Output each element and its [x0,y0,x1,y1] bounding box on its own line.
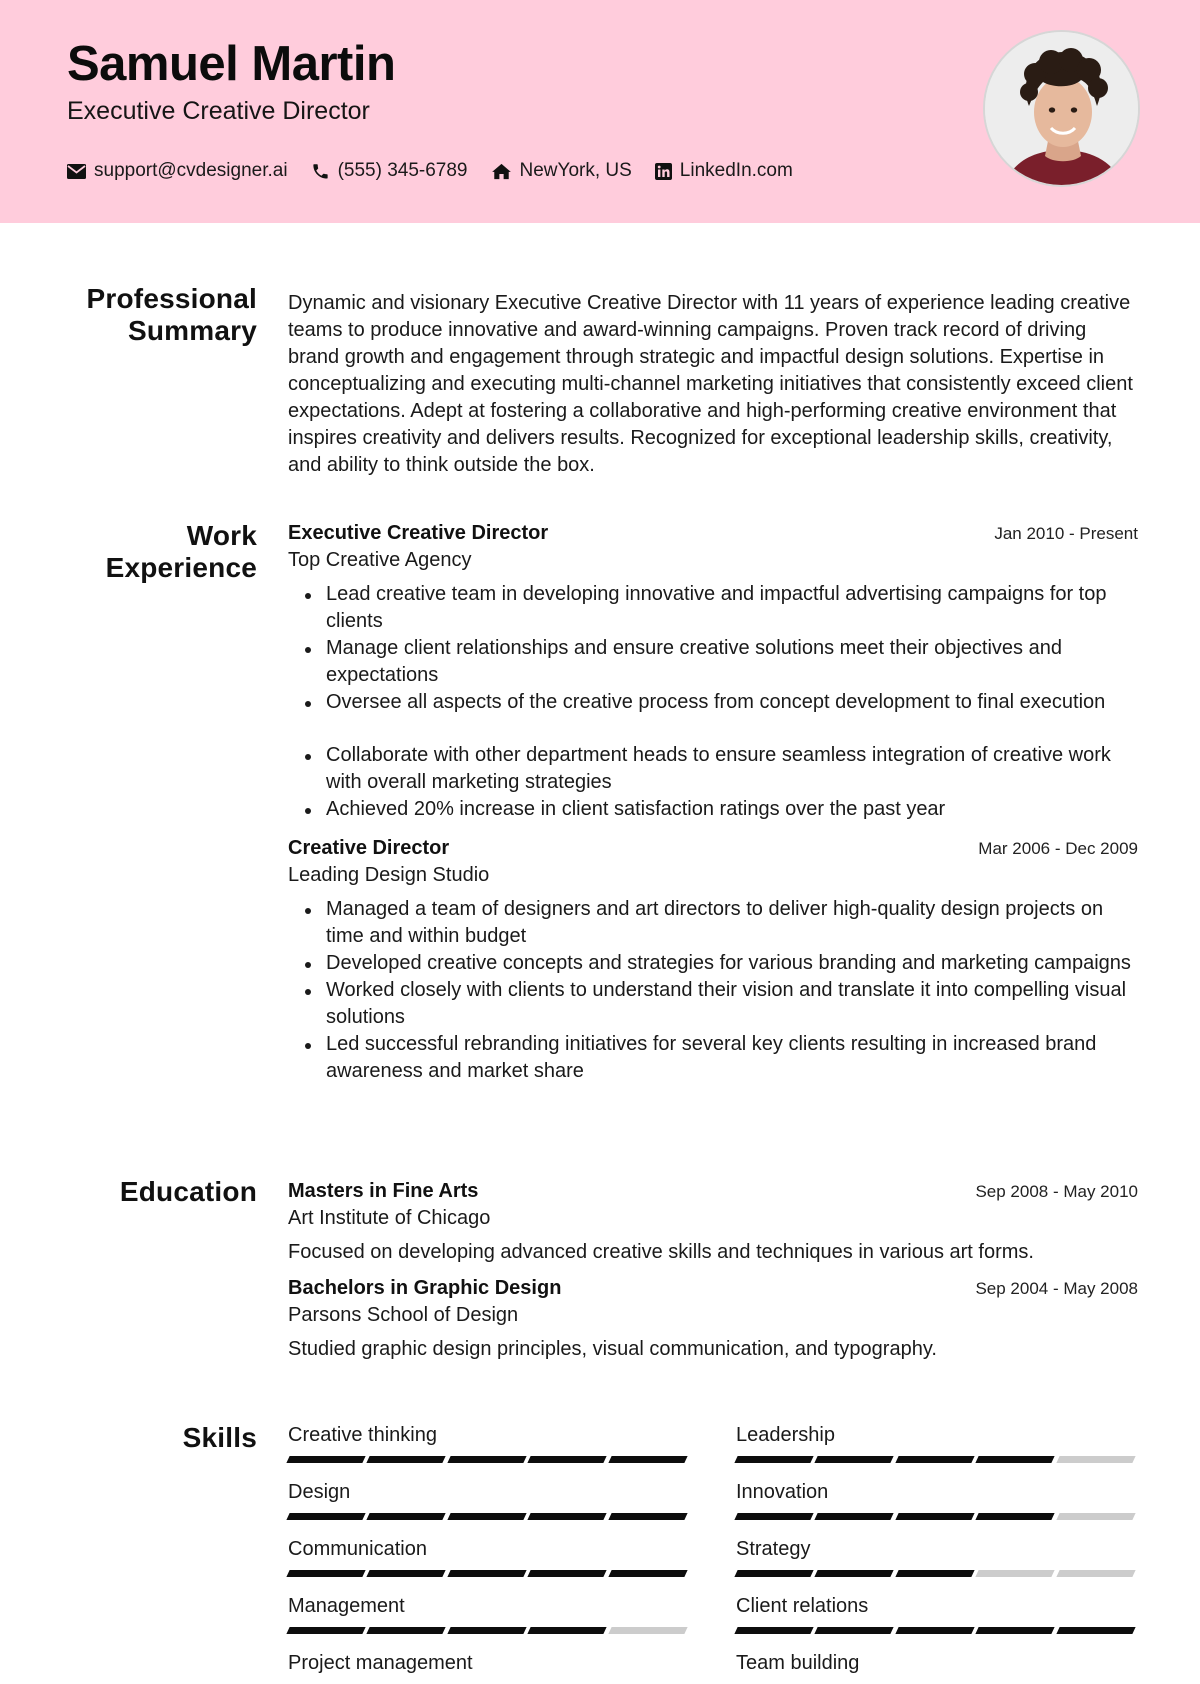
skill-segment-filled [976,1513,1056,1520]
skill-item [736,1422,1138,1479]
skill-name: Project management [288,1652,473,1674]
skill-segment-filled [976,1627,1056,1634]
skill-rating-bar [736,1513,1138,1520]
summary-section-title: Professional Summary [86,283,257,346]
skill-segment-filled [815,1570,895,1577]
education-dates: Sep 2008 - May 2010 [975,1182,1138,1201]
skill-segment-filled [734,1456,814,1463]
skill-segment-filled [895,1513,975,1520]
skill-item [288,1650,690,1684]
job-bullets [288,896,1138,1085]
skill-segment-filled [895,1627,975,1634]
envelope-icon [67,164,86,179]
job-bullets [288,581,1138,823]
list-item: Lead creative team in developing innovative and impactful advertising campaigns for top clients [288,581,1138,635]
skill-rating-bar [288,1456,690,1463]
email-text: support@cvdesigner.ai [94,160,288,181]
phone-text: (555) 345-6789 [337,160,468,181]
skill-segment-filled [367,1627,447,1634]
skill-segment-filled [608,1513,688,1520]
resume-header [0,0,1200,223]
home-icon [491,163,512,180]
skill-name: Design [288,1481,351,1503]
skill-item [736,1479,1138,1536]
skill-item [736,1650,1138,1684]
skill-segment-filled [528,1513,608,1520]
skill-rating-bar [736,1570,1138,1577]
education-entry [288,1275,1138,1363]
work-list [288,520,1138,1085]
skill-segment-filled [734,1570,814,1577]
skill-segment-filled [528,1570,608,1577]
skills-grid [288,1422,1138,1684]
education-dates: Sep 2004 - May 2008 [975,1279,1138,1298]
skill-rating-bar [736,1627,1138,1634]
skill-segment-filled [286,1456,366,1463]
skill-segment-filled [734,1513,814,1520]
job-dates: Mar 2006 - Dec 2009 [978,839,1138,858]
contact-location [491,160,632,182]
contact-list [67,158,816,184]
skill-rating-bar [288,1513,690,1520]
job-dates: Jan 2010 - Present [994,524,1138,543]
education-list [288,1178,1138,1363]
skill-name: Communication [288,1538,427,1560]
education-entry [288,1178,1138,1266]
skill-segment-filled [367,1456,447,1463]
skill-segment-filled [976,1456,1056,1463]
candidate-title: Executive Creative Director [67,97,370,125]
linkedin-icon [655,163,672,180]
skill-segment-filled [447,1570,527,1577]
skill-rating-bar [288,1570,690,1577]
phone-icon [311,162,330,181]
skill-name: Strategy [736,1538,811,1560]
skill-segment-empty [1056,1570,1136,1577]
skill-segment-filled [895,1570,975,1577]
list-item: Worked closely with clients to understand their vision and translate it into compelling visual solutions [288,977,1138,1031]
skill-name: Innovation [736,1481,829,1503]
skill-item [288,1536,690,1593]
skill-segment-filled [367,1513,447,1520]
skill-segment-filled [815,1456,895,1463]
skill-item [736,1593,1138,1650]
skill-segment-filled [815,1627,895,1634]
school-name: Parsons School of Design [288,1304,519,1326]
skill-segment-filled [286,1570,366,1577]
skill-item [288,1593,690,1650]
list-item: Oversee all aspects of the creative process from concept development to final execution [288,689,1138,716]
list-item: Collaborate with other department heads to ensure seamless integration of creative work with overall marketing strategies [288,742,1138,796]
job-title: Creative Director [288,837,450,859]
skill-name: Leadership [736,1424,835,1446]
skills-section-title: Skills [182,1422,257,1453]
skill-rating-bar [736,1456,1138,1463]
skill-segment-filled [447,1456,527,1463]
skill-segment-filled [1056,1627,1136,1634]
skill-segment-filled [286,1513,366,1520]
contact-phone[interactable] [311,160,468,182]
list-item: Led successful rebranding initiatives for several key clients resulting in increased brand awareness and market share [288,1031,1138,1085]
skill-item [288,1479,690,1536]
candidate-name: Samuel Martin [67,37,396,91]
skill-name: Creative thinking [288,1424,437,1446]
skill-segment-filled [447,1513,527,1520]
skill-name: Client relations [736,1595,869,1617]
skill-segment-filled [815,1513,895,1520]
linkedin-text: LinkedIn.com [679,160,793,181]
skill-item [288,1422,690,1479]
list-item: Manage client relationships and ensure creative solutions meet their objectives and expectations [288,635,1138,689]
degree-title: Masters in Fine Arts [288,1180,479,1202]
list-item: Developed creative concepts and strategies for various branding and marketing campaigns [288,950,1138,977]
contact-email[interactable] [67,160,288,182]
education-description: Focused on developing advanced creative skills and techniques in various art forms. [288,1241,1034,1263]
summary-text: Dynamic and visionary Executive Creative Director with 11 years of experience leading creative teams to produce innovative and award-winning campaigns. Proven track record of driving brand growth and engagement through strategic and impactful design solutions. Expertise in conceptualizing and executing multi-channel marketing initiatives that consistently exceed client expectations. Adept at fostering a collaborative and high-performing creative environment that inspires creativity and delivers results. Recognized for exceptional leadership skills, creativity, and ability to think outside the box. [288,292,1133,476]
avatar [985,32,1140,187]
skill-rating-bar [288,1627,690,1634]
education-section-title: Education [119,1176,257,1207]
skill-name: Management [288,1595,405,1617]
skill-segment-filled [447,1627,527,1634]
degree-title: Bachelors in Graphic Design [288,1277,562,1299]
list-item: Achieved 20% increase in client satisfaction ratings over the past year [288,796,1138,823]
job-title: Executive Creative Director [288,522,549,544]
work-entry [288,520,1138,823]
education-description: Studied graphic design principles, visual communication, and typography. [288,1338,937,1360]
location-text: NewYork, US [519,160,632,181]
company-name: Top Creative Agency [288,549,472,571]
work-section-title: Work Experience [105,520,257,583]
skill-segment-filled [895,1456,975,1463]
skill-segment-filled [286,1627,366,1634]
skill-segment-empty [1056,1456,1136,1463]
profile-photo [983,30,1140,187]
skill-segment-empty [1056,1513,1136,1520]
skill-segment-filled [367,1570,447,1577]
skill-segment-empty [608,1627,688,1634]
skill-name: Team building [736,1652,860,1674]
list-item: Managed a team of designers and art directors to deliver high-quality design projects on time and within budget [288,896,1138,950]
company-name: Leading Design Studio [288,864,490,886]
skill-segment-filled [528,1627,608,1634]
skill-item [736,1536,1138,1593]
contact-linkedin[interactable] [655,160,793,182]
skill-segment-filled [528,1456,608,1463]
skill-segment-empty [976,1570,1056,1577]
skill-segment-filled [608,1570,688,1577]
school-name: Art Institute of Chicago [288,1207,491,1229]
work-entry [288,835,1138,1085]
skill-segment-filled [608,1456,688,1463]
skill-segment-filled [734,1627,814,1634]
